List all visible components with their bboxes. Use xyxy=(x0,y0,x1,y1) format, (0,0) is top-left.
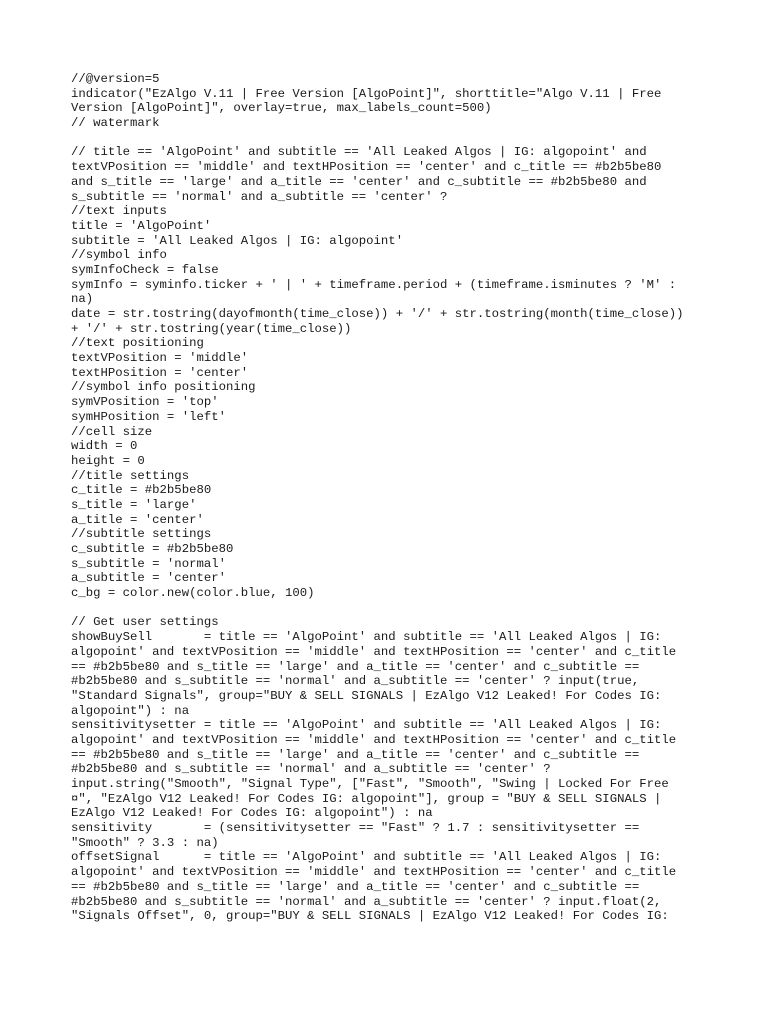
code-line: //cell size xyxy=(71,424,153,439)
code-line: //symbol info positioning xyxy=(71,380,256,395)
code-line: s_subtitle == 'normal' and a_subtitle == 'center' ? xyxy=(71,189,448,204)
code-line: "Smooth" ? 3.3 : na) xyxy=(71,835,219,850)
code-line xyxy=(71,601,711,616)
code-line: #b2b5be80 and s_subtitle == 'normal' and a_subtitle == 'center' ? xyxy=(71,762,551,777)
code-line: date = str.tostring(dayofmonth(time_close)) + '/' + str.tostring(month(time_close)) xyxy=(71,307,684,321)
code-listing xyxy=(71,72,711,924)
code-line: and s_title == 'large' and a_title == 'center' and c_subtitle == #b2b5be80 and xyxy=(71,174,647,189)
code-line: algopoint' and textVPosition == 'middle' and textHPosition == 'center' and c_title xyxy=(71,865,677,880)
code-line: textVPosition == 'middle' and textHPosition == 'center' and c_title == #b2b5be80 xyxy=(71,160,662,175)
code-line: #b2b5be80 and s_subtitle == 'normal' and a_subtitle == 'center' ? input(true, xyxy=(71,674,640,689)
code-line: //title settings xyxy=(71,468,190,483)
code-line: EzAlgo V12 Leaked! For Codes IG: algopoint") : na xyxy=(71,806,433,821)
code-line: Version [AlgoPoint]", overlay=true, max_labels_count=500) xyxy=(71,101,492,116)
code-line: sensitivity = (sensitivitysetter == "Fast" ? 1.7 : sensitivitysetter == xyxy=(71,821,640,836)
code-line: //subtitle settings xyxy=(71,527,212,542)
code-line: algopoint' and textVPosition == 'middle' and textHPosition == 'center' and c_title xyxy=(71,732,677,747)
code-line: indicator("EzAlgo V.11 | Free Version [AlgoPoint]", shorttitle="Algo V.11 | Free xyxy=(71,86,662,101)
code-line: "Standard Signals", group="BUY & SELL SIGNALS | EzAlgo V12 Leaked! For Codes IG: xyxy=(71,688,662,703)
code-line: //symbol info xyxy=(71,248,167,263)
code-line: == #b2b5be80 and s_title == 'large' and a_title == 'center' and c_subtitle == xyxy=(71,659,640,674)
code-line: algopoint") : na xyxy=(71,703,190,718)
code-line: ¤", "EzAlgo V12 Leaked! For Codes IG: algopoint"], group = "BUY & SELL SIGNALS | xyxy=(71,791,662,806)
code-line: //text inputs xyxy=(71,204,167,219)
code-line: textHPosition = 'center' xyxy=(71,365,249,380)
code-line: "Signals Offset", 0, group="BUY & SELL SIGNALS | EzAlgo V12 Leaked! For Codes IG: xyxy=(71,909,669,924)
code-line: na) xyxy=(71,292,94,307)
code-line: //@version=5 xyxy=(71,72,160,86)
code-line: textVPosition = 'middle' xyxy=(71,351,249,366)
code-line: a_title = 'center' xyxy=(71,512,204,527)
code-line: // watermark xyxy=(71,116,160,131)
code-line: algopoint' and textVPosition == 'middle' and textHPosition == 'center' and c_title xyxy=(71,644,677,659)
code-line: symInfo = syminfo.ticker + ' | ' + timeframe.period + (timeframe.isminutes ? 'M' : xyxy=(71,277,677,292)
code-line: #b2b5be80 and s_subtitle == 'normal' and a_subtitle == 'center' ? input.float(2, xyxy=(71,894,662,909)
code-line: c_subtitle = #b2b5be80 xyxy=(71,542,234,556)
code-line: symInfoCheck = false xyxy=(71,262,219,277)
code-line: + '/' + str.tostring(year(time_close)) xyxy=(71,321,352,336)
code-line: //text positioning xyxy=(71,336,204,351)
code-line: title = 'AlgoPoint' xyxy=(71,218,212,233)
code-line: width = 0 xyxy=(71,439,138,454)
code-line: height = 0 xyxy=(71,453,145,468)
code-line: offsetSignal = title == 'AlgoPoint' and subtitle == 'All Leaked Algos | IG: xyxy=(71,850,662,865)
code-line: symHPosition = 'left' xyxy=(71,409,226,424)
code-line: c_bg = color.new(color.blue, 100) xyxy=(71,586,315,601)
code-line: // title == 'AlgoPoint' and subtitle == 'All Leaked Algos | IG: algopoint' and xyxy=(71,145,647,160)
code-line: input.string("Smooth", "Signal Type", ["Fast", "Smooth", "Swing | Locked For Free xyxy=(71,777,669,791)
code-line: symVPosition = 'top' xyxy=(71,395,219,410)
code-line: s_title = 'large' xyxy=(71,497,197,512)
code-line: showBuySell = title == 'AlgoPoint' and subtitle == 'All Leaked Algos | IG: xyxy=(71,630,662,645)
code-line: sensitivitysetter = title == 'AlgoPoint' and subtitle == 'All Leaked Algos | IG: xyxy=(71,718,662,733)
code-line: == #b2b5be80 and s_title == 'large' and a_title == 'center' and c_subtitle == xyxy=(71,747,640,762)
code-line: // Get user settings xyxy=(71,615,219,630)
code-line: s_subtitle = 'normal' xyxy=(71,556,226,571)
code-line xyxy=(71,131,711,146)
code-line: a_subtitle = 'center' xyxy=(71,571,226,586)
code-line: subtitle = 'All Leaked Algos | IG: algopoint' xyxy=(71,233,404,248)
code-line: == #b2b5be80 and s_title == 'large' and a_title == 'center' and c_subtitle == xyxy=(71,879,640,894)
code-line: c_title = #b2b5be80 xyxy=(71,483,212,498)
